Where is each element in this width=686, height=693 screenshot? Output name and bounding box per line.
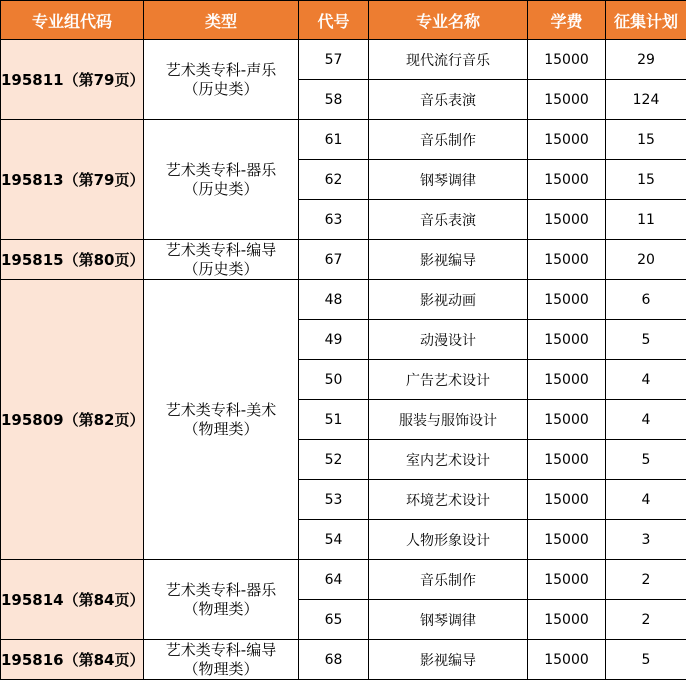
table-row — [1, 120, 686, 160]
major-name-cell: 服装与服饰设计 — [369, 400, 528, 440]
major-name-cell: 环境艺术设计 — [369, 480, 528, 520]
major-name-cell: 音乐表演 — [369, 200, 528, 240]
group-code-cell: 195811（第79页） — [1, 40, 144, 120]
plan-cell: 5 — [606, 320, 686, 360]
table-row — [1, 240, 686, 280]
major-name-cell: 动漫设计 — [369, 320, 528, 360]
tuition-cell: 15000 — [528, 400, 606, 440]
header-tuition: 学费 — [528, 1, 606, 40]
category-cell — [144, 560, 299, 640]
plan-cell: 3 — [606, 520, 686, 560]
header-major-name: 专业名称 — [369, 1, 528, 40]
tuition-cell: 15000 — [528, 280, 606, 320]
id-cell: 57 — [299, 40, 369, 80]
plan-cell: 6 — [606, 280, 686, 320]
id-cell: 48 — [299, 280, 369, 320]
header-row — [1, 1, 686, 40]
category-line: （历史类） — [183, 79, 259, 98]
category-line: （历史类） — [183, 259, 259, 278]
tuition-cell: 15000 — [528, 600, 606, 640]
group-code-cell: 195809（第82页） — [1, 280, 144, 560]
plan-cell: 20 — [606, 240, 686, 280]
id-cell: 63 — [299, 200, 369, 240]
category-cell — [144, 240, 299, 280]
header-id: 代号 — [299, 1, 369, 40]
table-row — [1, 560, 686, 600]
plan-cell: 4 — [606, 480, 686, 520]
tuition-cell: 15000 — [528, 200, 606, 240]
tuition-cell: 15000 — [528, 40, 606, 80]
category-cell — [144, 120, 299, 240]
category-line: 艺术类专科-编导 — [165, 240, 277, 259]
category-line: （物理类） — [183, 419, 259, 438]
major-name-cell: 钢琴调律 — [369, 160, 528, 200]
tuition-cell: 15000 — [528, 520, 606, 560]
group-code-cell: 195813（第79页） — [1, 120, 144, 240]
tuition-cell: 15000 — [528, 160, 606, 200]
category-line: 艺术类专科-器乐 — [165, 160, 277, 179]
category-line: 艺术类专科-编导 — [165, 640, 277, 659]
group-code-cell: 195814（第84页） — [1, 560, 144, 640]
tuition-cell: 15000 — [528, 480, 606, 520]
tuition-cell: 15000 — [528, 120, 606, 160]
plan-cell: 5 — [606, 640, 686, 680]
major-name-cell: 钢琴调律 — [369, 600, 528, 640]
major-name-cell: 人物形象设计 — [369, 520, 528, 560]
id-cell: 64 — [299, 560, 369, 600]
plan-cell: 5 — [606, 440, 686, 480]
id-cell: 49 — [299, 320, 369, 360]
plan-cell: 124 — [606, 80, 686, 120]
plan-cell: 4 — [606, 400, 686, 440]
major-name-cell: 影视动画 — [369, 280, 528, 320]
table-row — [1, 640, 686, 680]
plan-cell: 29 — [606, 40, 686, 80]
header-group-code: 专业组代码 — [1, 1, 144, 40]
tuition-cell: 15000 — [528, 560, 606, 600]
group-code-cell: 195815（第80页） — [1, 240, 144, 280]
id-cell: 53 — [299, 480, 369, 520]
plan-cell: 15 — [606, 120, 686, 160]
category-cell — [144, 280, 299, 560]
tuition-cell: 15000 — [528, 320, 606, 360]
plan-cell: 2 — [606, 560, 686, 600]
major-name-cell: 现代流行音乐 — [369, 40, 528, 80]
id-cell: 67 — [299, 240, 369, 280]
plan-cell: 15 — [606, 160, 686, 200]
id-cell: 62 — [299, 160, 369, 200]
major-name-cell: 音乐制作 — [369, 120, 528, 160]
major-name-cell: 影视编导 — [369, 640, 528, 680]
category-line: （物理类） — [183, 659, 259, 678]
group-code-cell: 195816（第84页） — [1, 640, 144, 680]
table-row — [1, 280, 686, 320]
id-cell: 58 — [299, 80, 369, 120]
major-name-cell: 音乐制作 — [369, 560, 528, 600]
tuition-cell: 15000 — [528, 440, 606, 480]
category-cell — [144, 40, 299, 120]
major-name-cell: 影视编导 — [369, 240, 528, 280]
category-cell — [144, 640, 299, 680]
category-line: 艺术类专科-器乐 — [165, 580, 277, 599]
tuition-cell: 15000 — [528, 640, 606, 680]
major-name-cell: 音乐表演 — [369, 80, 528, 120]
id-cell: 52 — [299, 440, 369, 480]
category-line: （物理类） — [183, 599, 259, 618]
id-cell: 54 — [299, 520, 369, 560]
table-row — [1, 40, 686, 80]
tuition-cell: 15000 — [528, 80, 606, 120]
id-cell: 68 — [299, 640, 369, 680]
major-name-cell: 广告艺术设计 — [369, 360, 528, 400]
plan-cell: 4 — [606, 360, 686, 400]
id-cell: 51 — [299, 400, 369, 440]
id-cell: 61 — [299, 120, 369, 160]
tuition-cell: 15000 — [528, 360, 606, 400]
plan-cell: 2 — [606, 600, 686, 640]
header-category: 类型 — [144, 1, 299, 40]
id-cell: 65 — [299, 600, 369, 640]
tuition-cell: 15000 — [528, 240, 606, 280]
plan-cell: 11 — [606, 200, 686, 240]
header-plan: 征集计划 — [606, 1, 686, 40]
category-line: 艺术类专科-美术 — [165, 400, 277, 419]
id-cell: 50 — [299, 360, 369, 400]
category-line: 艺术类专科-声乐 — [165, 60, 277, 79]
category-line: （历史类） — [183, 179, 259, 198]
major-name-cell: 室内艺术设计 — [369, 440, 528, 480]
